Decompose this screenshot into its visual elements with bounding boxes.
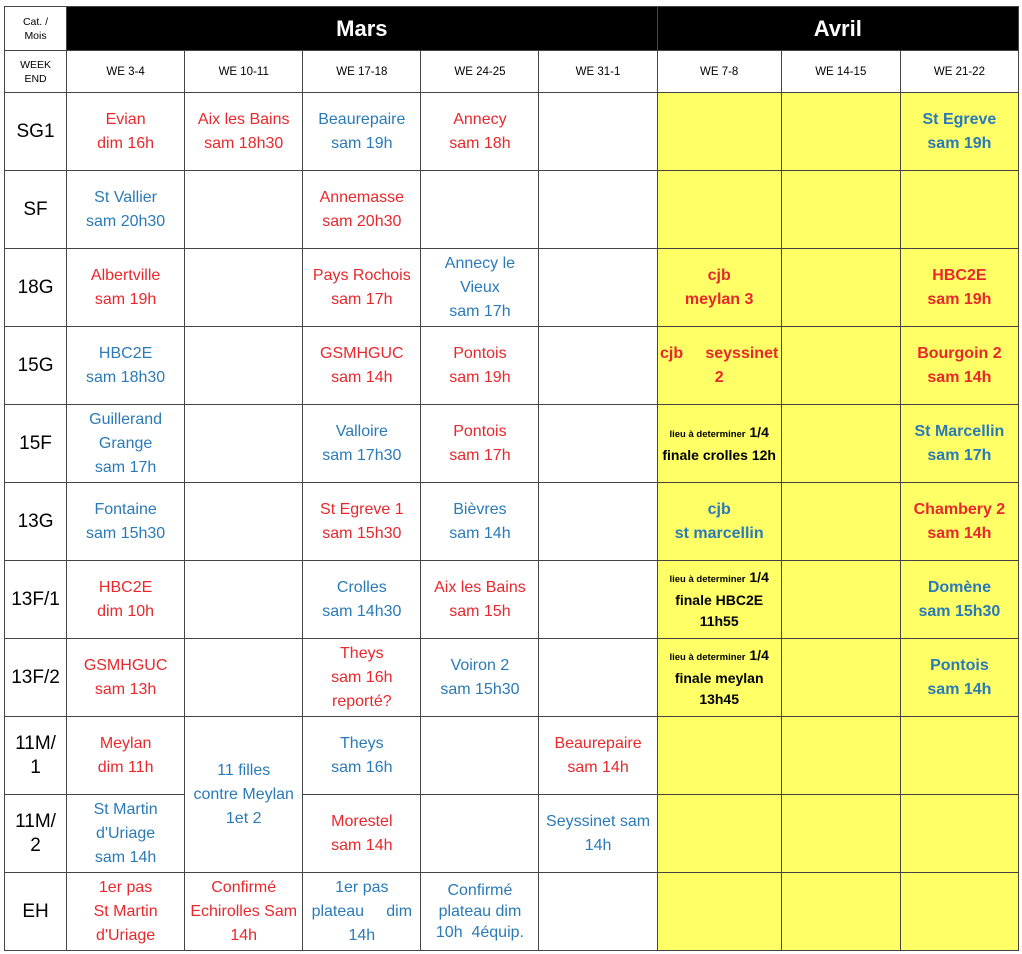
category-label: SG1 — [5, 93, 67, 171]
match-cell: Evian dim 16h — [67, 93, 185, 171]
empty-cell — [781, 717, 900, 795]
row-11m-2 — [5, 795, 1019, 873]
match-cell: St Martin d'Uriage sam 14h — [67, 795, 185, 873]
match-cell: Annemasse sam 20h30 — [303, 171, 421, 249]
match-cell: HBC2E dim 10h — [67, 561, 185, 639]
match-cell: Voiron 2 sam 15h30 — [421, 639, 539, 717]
match-cell: Beaurepaire sam 14h — [539, 717, 657, 795]
empty-cell — [421, 717, 539, 795]
weekend-header: WE 31-1 — [539, 51, 657, 93]
empty-cell — [781, 873, 900, 951]
category-label: 18G — [5, 249, 67, 327]
match-cell: cjb seyssinet 2 — [657, 327, 781, 405]
cat-month-header — [5, 7, 67, 51]
empty-cell — [781, 405, 900, 483]
match-cell: Bièvres sam 14h — [421, 483, 539, 561]
category-label: 11M/ 2 — [5, 795, 67, 873]
match-cell: St Vallier sam 20h30 — [67, 171, 185, 249]
empty-cell — [539, 327, 657, 405]
category-label: 15F — [5, 405, 67, 483]
match-cell: Beaurepaire sam 19h — [303, 93, 421, 171]
match-cell: Meylan dim 11h — [67, 717, 185, 795]
category-label: 13F/1 — [5, 561, 67, 639]
match-cell: Crolles sam 14h30 — [303, 561, 421, 639]
month-label: Mois — [24, 29, 47, 42]
match-cell: St Marcellin sam 17h — [900, 405, 1018, 483]
empty-cell — [781, 561, 900, 639]
empty-cell — [657, 171, 781, 249]
match-cell: Fontaine sam 15h30 — [67, 483, 185, 561]
header-row-weekends — [5, 51, 1019, 93]
row-15f — [5, 405, 1019, 483]
empty-cell — [781, 327, 900, 405]
match-cell: St Egreve 1 sam 15h30 — [303, 483, 421, 561]
match-cell: St Egreve sam 19h — [900, 93, 1018, 171]
match-cell: Annecy le Vieux sam 17h — [421, 249, 539, 327]
empty-cell — [185, 561, 303, 639]
match-cell: Seyssinet sam 14h — [539, 795, 657, 873]
row-13f-1 — [5, 561, 1019, 639]
weekend-label-cell — [5, 51, 67, 93]
row-sg1 — [5, 93, 1019, 171]
match-cell: Confirmé Echirolles Sam 14h — [185, 873, 303, 951]
match-cell: 11 filles contre Meylan 1et 2 — [185, 717, 303, 873]
match-cell: Valloire sam 17h30 — [303, 405, 421, 483]
row-13g — [5, 483, 1019, 561]
match-cell: Aix les Bains sam 18h30 — [185, 93, 303, 171]
empty-cell — [539, 171, 657, 249]
match-cell: HBC2E sam 18h30 — [67, 327, 185, 405]
match-cell: Theys sam 16h — [303, 717, 421, 795]
empty-cell — [539, 405, 657, 483]
month-header-mars: Mars — [67, 7, 658, 51]
empty-cell — [421, 171, 539, 249]
row-18g — [5, 249, 1019, 327]
category-label: SF — [5, 171, 67, 249]
empty-cell — [421, 795, 539, 873]
match-cell: lieu à determiner 1/4 finale meylan 13h45 — [657, 639, 781, 717]
row-sf — [5, 171, 1019, 249]
schedule-table — [4, 6, 1019, 951]
empty-cell — [657, 717, 781, 795]
match-cell: GSMHGUC sam 13h — [67, 639, 185, 717]
empty-cell — [900, 795, 1018, 873]
empty-cell — [539, 93, 657, 171]
empty-cell — [781, 483, 900, 561]
empty-cell — [185, 249, 303, 327]
empty-cell — [781, 171, 900, 249]
empty-cell — [539, 483, 657, 561]
weekend-header: WE 3-4 — [67, 51, 185, 93]
empty-cell — [657, 795, 781, 873]
match-cell: Pays Rochois sam 17h — [303, 249, 421, 327]
row-13f-2 — [5, 639, 1019, 717]
row-eh — [5, 873, 1019, 951]
category-label: 13F/2 — [5, 639, 67, 717]
match-cell: Pontois sam 14h — [900, 639, 1018, 717]
empty-cell — [539, 249, 657, 327]
match-cell: Pontois sam 17h — [421, 405, 539, 483]
match-cell: Confirmé plateau dim 10h 4équip. — [421, 873, 539, 951]
empty-cell — [900, 717, 1018, 795]
weekend-header: WE 10-11 — [185, 51, 303, 93]
empty-cell — [657, 873, 781, 951]
match-cell: lieu à determiner 1/4 finale HBC2E 11h55 — [657, 561, 781, 639]
empty-cell — [781, 795, 900, 873]
weekend-header: WE 7-8 — [657, 51, 781, 93]
match-cell: Chambery 2 sam 14h — [900, 483, 1018, 561]
empty-cell — [185, 405, 303, 483]
month-header-avril: Avril — [657, 7, 1018, 51]
weekend-header: WE 17-18 — [303, 51, 421, 93]
empty-cell — [781, 249, 900, 327]
weekend-label-end: END — [24, 72, 47, 85]
match-cell: cjb meylan 3 — [657, 249, 781, 327]
match-cell: Bourgoin 2 sam 14h — [900, 327, 1018, 405]
weekend-label: WEEK — [20, 58, 51, 71]
match-cell: Domène sam 15h30 — [900, 561, 1018, 639]
match-cell: Albertville sam 19h — [67, 249, 185, 327]
empty-cell — [781, 639, 900, 717]
header-row-months — [5, 7, 1019, 51]
category-label: 15G — [5, 327, 67, 405]
match-cell: HBC2E sam 19h — [900, 249, 1018, 327]
match-cell: 1er pas plateau dim 14h — [303, 873, 421, 951]
empty-cell — [185, 171, 303, 249]
match-cell: GSMHGUC sam 14h — [303, 327, 421, 405]
empty-cell — [185, 327, 303, 405]
category-label: 11M/ 1 — [5, 717, 67, 795]
match-cell: Pontois sam 19h — [421, 327, 539, 405]
empty-cell — [185, 483, 303, 561]
weekend-header: WE 24-25 — [421, 51, 539, 93]
empty-cell — [900, 171, 1018, 249]
category-label: EH — [5, 873, 67, 951]
empty-cell — [539, 639, 657, 717]
empty-cell — [185, 639, 303, 717]
match-cell: Guillerand Grange sam 17h — [67, 405, 185, 483]
empty-cell — [539, 561, 657, 639]
match-cell: Aix les Bains sam 15h — [421, 561, 539, 639]
row-11m-1 — [5, 717, 1019, 795]
category-label: 13G — [5, 483, 67, 561]
match-cell: cjb st marcellin — [657, 483, 781, 561]
match-cell: Morestel sam 14h — [303, 795, 421, 873]
match-cell: 1er pas St Martin d'Uriage — [67, 873, 185, 951]
empty-cell — [539, 873, 657, 951]
match-cell: Theys sam 16h reporté? — [303, 639, 421, 717]
match-cell: lieu à determiner 1/4 finale crolles 12h — [657, 405, 781, 483]
cat-label: Cat. / — [22, 15, 49, 28]
empty-cell — [781, 93, 900, 171]
match-cell: Annecy sam 18h — [421, 93, 539, 171]
weekend-header: WE 21-22 — [900, 51, 1018, 93]
empty-cell — [657, 93, 781, 171]
weekend-header: WE 14-15 — [781, 51, 900, 93]
row-15g — [5, 327, 1019, 405]
empty-cell — [900, 873, 1018, 951]
